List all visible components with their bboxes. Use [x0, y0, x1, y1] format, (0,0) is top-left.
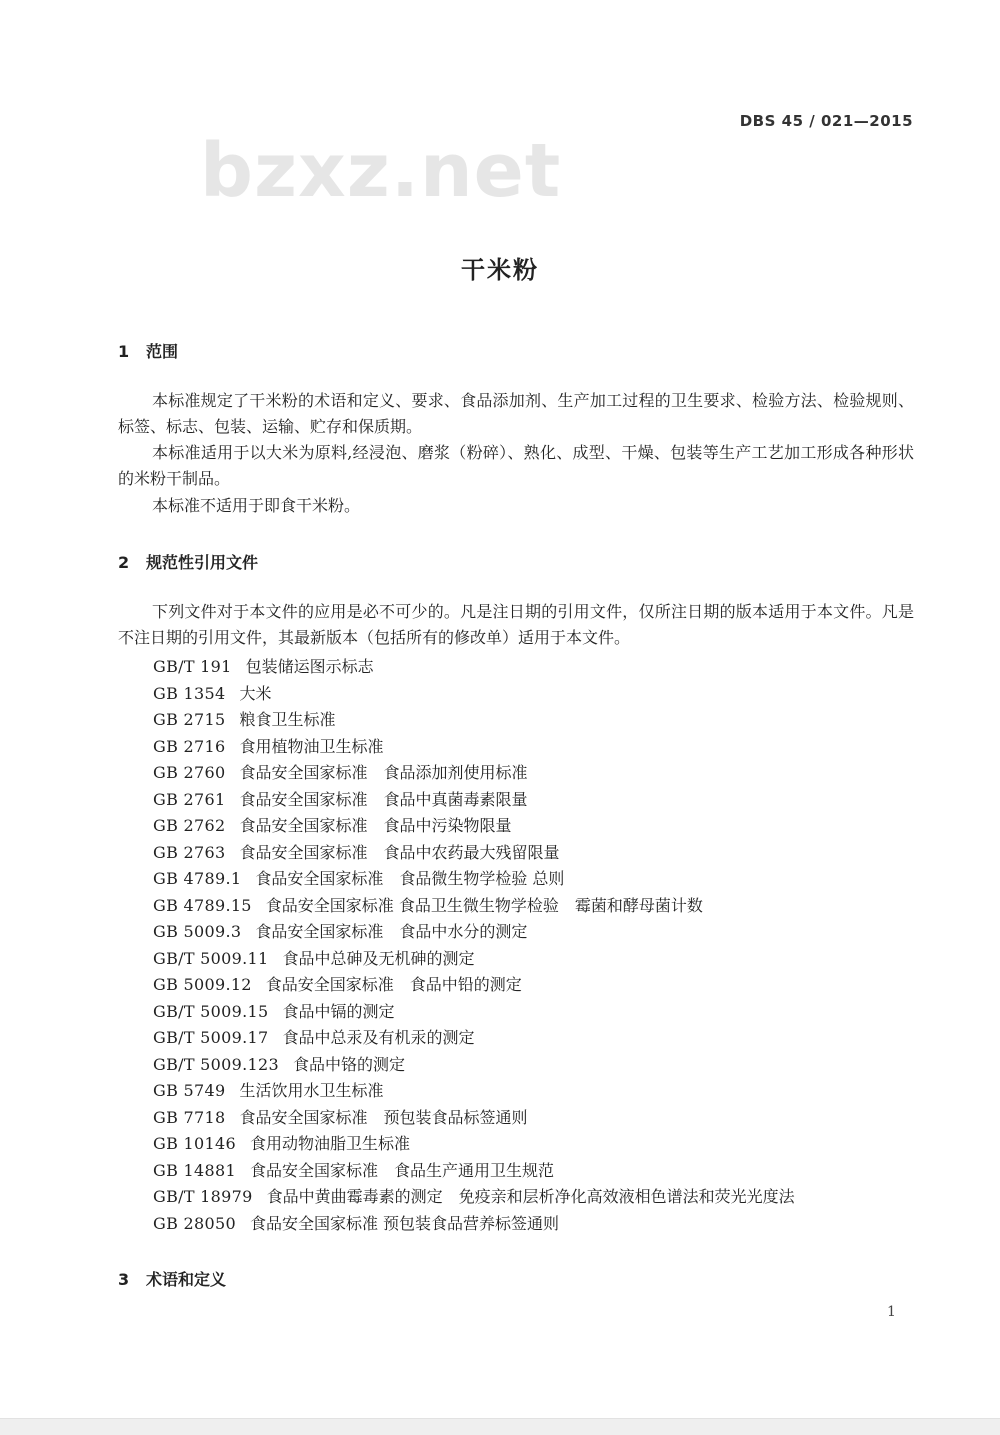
- reference-code: GB 4789.15: [153, 895, 252, 915]
- reference-code: GB/T 5009.11: [153, 948, 269, 968]
- standard-code: DBS 45 / 021—2015: [739, 112, 913, 130]
- section-1-paragraph-1: 本标准规定了干米粉的术语和定义、要求、食品添加剂、生产加工过程的卫生要求、检验方法、检验规则、标签、标志、包装、运输、贮存和保质期。: [118, 391, 914, 436]
- reference-code: GB/T 5009.123: [153, 1054, 279, 1074]
- reference-item: [153, 840, 795, 867]
- reference-item: [153, 787, 795, 814]
- section-number: 1: [118, 342, 130, 361]
- reference-code: GB 5009.12: [153, 975, 252, 994]
- reference-title: 食用动物油脂卫生标准: [249, 1134, 410, 1153]
- reference-title: 食品中镉的测定: [282, 1001, 395, 1021]
- section-1-paragraph-2: 本标准适用于以大米为原料,经浸泡、磨浆（粉碎）、熟化、成型、干燥、包装等生产工艺加工形成各种形状的米粉干制品。: [118, 443, 914, 488]
- reference-code: GB 14881: [153, 1160, 236, 1180]
- reference-item: [153, 654, 795, 681]
- reference-code: GB 5009.3: [153, 922, 242, 941]
- reference-item: [153, 1184, 795, 1211]
- reference-title: 食品中铬的测定: [292, 1054, 405, 1074]
- reference-item: [153, 999, 795, 1026]
- reference-code: GB/T 191: [153, 657, 232, 676]
- reference-item: [153, 919, 795, 946]
- reference-item: [153, 1105, 795, 1132]
- reference-title: 食品安全国家标准 食品中污染物限量: [239, 816, 512, 835]
- reference-item: [153, 946, 795, 973]
- reference-code: GB 2763: [153, 842, 226, 862]
- reference-item: [153, 1078, 795, 1105]
- watermark: bzxz.net: [200, 128, 562, 214]
- reference-code: GB 28050: [153, 1213, 236, 1233]
- reference-item: [153, 707, 795, 734]
- reference-title: 食品安全国家标准 食品微生物学检验 总则: [255, 869, 565, 888]
- reference-item: [153, 1025, 795, 1052]
- reference-item: [153, 1211, 795, 1238]
- reference-code: GB/T 5009.15: [153, 1001, 269, 1021]
- section-3-heading: [118, 1267, 226, 1290]
- reference-code: GB 2715: [153, 710, 226, 729]
- document-title: 干米粉: [461, 256, 539, 284]
- section-2-heading: [118, 550, 258, 573]
- reference-code: GB 2716: [153, 736, 226, 756]
- reference-item: [153, 760, 795, 787]
- reference-code: GB/T 18979: [153, 1187, 253, 1206]
- reference-title: 食品中总汞及有机汞的测定: [282, 1028, 475, 1047]
- reference-title: 食品中黄曲霉毒素的测定 免疫亲和层析净化高效液相色谱法和荧光光度法: [266, 1187, 795, 1206]
- section-1-paragraph-3: 本标准不适用于即食干米粉。: [152, 496, 361, 515]
- reference-code: GB 7718: [153, 1107, 226, 1127]
- section-2-paragraph-1: 下列文件对于本文件的应用是必不可少的。凡是注日期的引用文件，仅所注日期的版本适用于本文件。凡是不注日期的引用文件，其最新版本（包括所有的修改单）适用于本文件。: [118, 602, 914, 647]
- reference-item: [153, 1158, 795, 1185]
- section-1-heading: [118, 339, 178, 362]
- reference-code: GB 2760: [153, 763, 226, 782]
- page-number: 1: [887, 1304, 896, 1320]
- reference-title: 食品安全国家标准 食品卫生微生物学检验 霉菌和酵母菌计数: [265, 895, 703, 915]
- reference-item: [153, 813, 795, 840]
- reference-title: 生活饮用水卫生标准: [239, 1081, 384, 1100]
- section-title: 术语和定义: [146, 1270, 227, 1289]
- section-number: 2: [118, 553, 130, 572]
- section-title: 规范性引用文件: [146, 553, 259, 572]
- reference-title: 食品安全国家标准 食品中水分的测定: [255, 922, 528, 941]
- reference-title: 食品安全国家标准 食品中农药最大残留限量: [239, 842, 560, 862]
- section-number: 3: [118, 1270, 130, 1289]
- reference-item: [153, 1131, 795, 1158]
- viewer-bottom-bar: [0, 1418, 1000, 1435]
- reference-code: GB 10146: [153, 1134, 236, 1153]
- reference-item: [153, 972, 795, 999]
- reference-code: GB 2761: [153, 789, 226, 809]
- reference-title: 食品安全国家标准 预包装食品标签通则: [239, 1107, 528, 1127]
- reference-title: 粮食卫生标准: [239, 710, 336, 729]
- reference-title: 食品中总砷及无机砷的测定: [282, 948, 475, 968]
- reference-item: [153, 866, 795, 893]
- reference-title: 大米: [239, 683, 272, 703]
- reference-title: 包装储运图示标志: [245, 657, 374, 676]
- reference-code: GB 1354: [153, 683, 226, 703]
- reference-code: GB 2762: [153, 816, 226, 835]
- reference-item: [153, 893, 795, 920]
- reference-title: 食品安全国家标准 食品生产通用卫生规范: [249, 1160, 554, 1180]
- reference-title: 食用植物油卫生标准: [239, 736, 384, 756]
- reference-code: GB 5749: [153, 1081, 226, 1100]
- reference-title: 食品安全国家标准 食品中真菌毒素限量: [239, 789, 528, 809]
- reference-item: [153, 681, 795, 708]
- reference-code: GB/T 5009.17: [153, 1028, 269, 1047]
- reference-list: [153, 654, 795, 1237]
- reference-title: 食品安全国家标准 食品中铅的测定: [265, 975, 522, 994]
- reference-title: 食品安全国家标准 食品添加剂使用标准: [239, 763, 528, 782]
- reference-title: 食品安全国家标准 预包装食品营养标签通则: [249, 1213, 560, 1233]
- reference-item: [153, 734, 795, 761]
- reference-item: [153, 1052, 795, 1079]
- reference-code: GB 4789.1: [153, 869, 242, 888]
- section-title: 范围: [146, 342, 179, 361]
